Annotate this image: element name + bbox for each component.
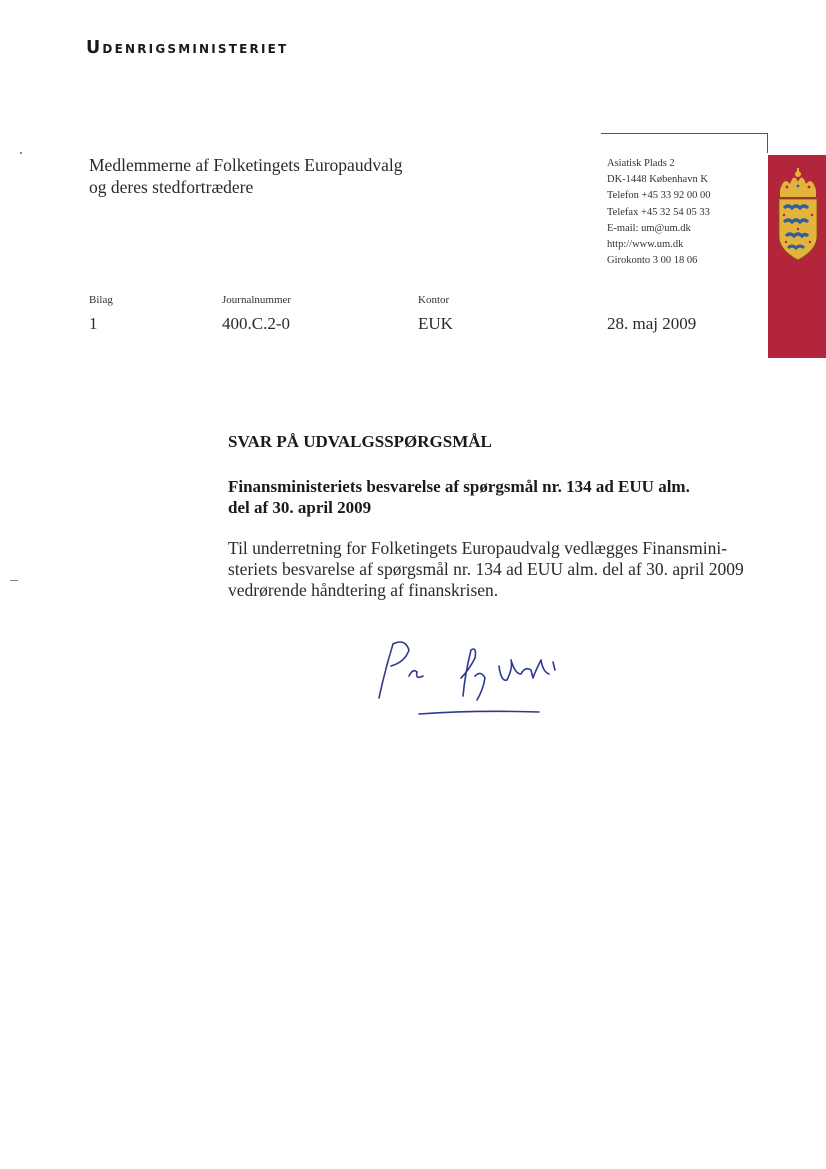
danish-coat-of-arms-icon [776,168,820,274]
letter-date: 28. maj 2009 [607,314,697,333]
bilag-value: 1 [89,314,98,333]
letter-subject [228,476,728,518]
recipient-line: Medlemmerne af Folketingets Europaudvalg [89,155,403,175]
scan-speck [20,152,22,154]
ministry-name: Udenrigsministeriet [86,38,289,58]
address-giro: Girokonto 3 00 18 06 [607,255,698,267]
address-rule-tick [767,133,768,153]
letter-heading: SVAR PÅ UDVALGSSPØRGSMÅL [228,432,492,451]
subject-line: Finansministeriets besvarelse af spørgsmål nr. 134 ad EUU alm. [228,477,690,496]
subject-line: del af 30. april 2009 [228,498,372,517]
bilag-label: Bilag [89,294,113,306]
body-line: Til underretning for Folketingets Europaudvalg vedlægges Finansmini- [228,538,728,558]
address-website: http://www.um.dk [607,239,684,251]
address-block [607,156,710,269]
office-label: Kontor [418,294,450,306]
address-street: Asiatisk Plads 2 [607,158,675,169]
address-city: DK-1448 København K [607,174,708,186]
handwritten-signature [365,630,580,730]
address-phone: Telefon +45 33 92 00 00 [607,190,711,202]
body-line: vedrørende håndtering af finanskrisen. [228,580,499,600]
address-rule [601,133,767,134]
recipient-line: og deres stedfortrædere [89,177,254,197]
office-value: EUK [418,314,453,333]
address-fax: Telefax +45 32 54 05 33 [607,206,710,218]
journal-number-label: Journalnummer [222,294,292,306]
body-line: steriets besvarelse af spørgsmål nr. 134 ad EUU alm. del af 30. april 2009 [228,559,744,579]
address-email: E-mail: um@um.dk [607,222,691,234]
journal-number-value: 400.C.2-0 [222,314,290,333]
scan-speck [10,580,18,581]
letter-body [228,538,744,601]
recipient-block [89,154,402,198]
